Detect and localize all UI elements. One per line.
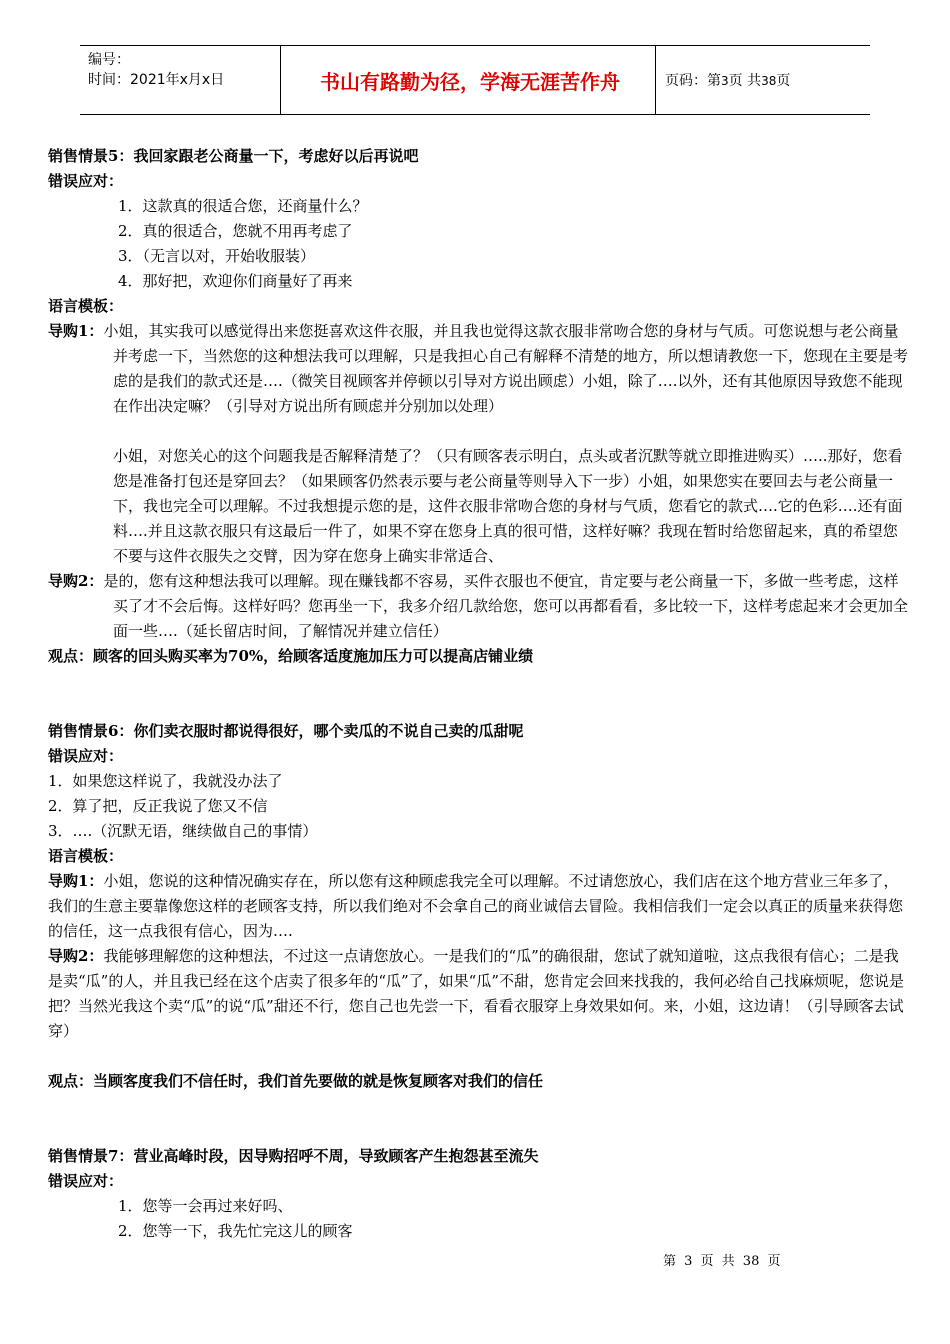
page-footer: 第 3 页 共 38 页: [663, 1254, 781, 1269]
header-page-indicator: [665, 70, 790, 90]
scenario-6-wrong-item: 3．….（沉默无语，继续做自己的事情）: [48, 822, 318, 840]
scenario-6-view: 观点：当顾客度我们不信任时，我们首先要做的就是恢复顾客对我们的信任: [48, 1072, 544, 1090]
scenario-6-wrong-item: 1．如果您这样说了，我就没办法了: [48, 772, 283, 790]
scenario-6-guide-1-label: 导购1：: [48, 872, 104, 890]
scenario-5-guide-1-continued: 小姐，对您关心的这个问题我是否解释清楚了？（只有顾客表示明白，点头或者沉默等就立即推进购买）…..那好，您看您是准备打包还是穿回去？（如果顾客仍然表示要与老公商量等则导入下一步）小姐，如果您实在要回去与老公商量一下，我也完全可以理解。不过我想提示您的是，这件衣服非常吻合您的身材与气质，您看它的款式….它的色彩….还有面料….并且这款衣服只有这最后一件了，如果不穿在您身上真的很可惜，这样好嘛？我现在暂时给您留起来，真的希望您不要与这件衣服失之交臂，因为穿在您身上确实非常适合、: [113, 447, 903, 565]
scenario-5-wrong-item: 1．这款真的很适合您，还商量什么？: [118, 197, 368, 215]
spacer: [48, 419, 910, 444]
header-page-mid: 页 共: [728, 73, 762, 89]
header-divider: [280, 46, 281, 114]
scenario-5-guide-1: [48, 319, 910, 419]
scenario-6-guide-2-label: 导购2：: [48, 947, 104, 965]
scenario-6-guide-1: [48, 869, 910, 944]
spacer: [48, 1094, 910, 1144]
scenario-6-guide-2: [48, 944, 910, 1044]
spacer: [48, 1044, 910, 1069]
header-page-suffix: 页: [776, 73, 791, 89]
scenario-5-wrong-label: 错误应对：: [48, 172, 124, 190]
document-body: [48, 144, 910, 1244]
scenario-6-wrong-label: 错误应对：: [48, 747, 124, 765]
scenario-5-view: 观点：顾客的回头购买率为70%，给顾客适度施加压力可以提高店铺业绩: [48, 647, 534, 665]
scenario-7-title: 销售情景7：营业高峰时段，因导购招呼不周，导致顾客产生抱怨甚至流失: [48, 1147, 539, 1165]
scenario-6-guide-1-text: 小姐，您说的这种情况确实存在，所以您有这种顾虑我完全可以理解。不过请您放心，我们店在这个地方营业三年多了，我们的生意主要靠像您这样的老顾客支持，所以我们绝对不会拿自己的商业诚信去冒险。我相信我们一定会以真正的质量来获得您的信任，这一点我很有信心，因为….: [48, 872, 904, 940]
scenario-6-template-label: 语言模板：: [48, 847, 124, 865]
scenario-5-guide-2-label: 导购2：: [48, 572, 104, 590]
header-info: [88, 50, 288, 90]
scenario-5-guide-2-text: 是的，您有这种想法我可以理解。现在赚钱都不容易，买件衣服也不便宜，肯定要与老公商量一下，多做一些考虑，这样买了才不会后悔。这样好吗？您再坐一下，我多介绍几款给您，您可以再都看看，多比较一下，这样考虑起来才会更加全面一些….（延长留店时间，了解情况并建立信任）: [103, 572, 909, 640]
scenario-7-wrong-item: 1．您等一会再过来好吗、: [118, 1197, 293, 1215]
header-motto: 书山有路勤为径，学海无涯苦作舟: [320, 70, 620, 94]
scenario-6-guide-2-text: 我能够理解您的这种想法，不过这一点请您放心。一是我们的“瓜”的确很甜，您试了就知道啦，这点我很有信心；二是我是卖“瓜”的人，并且我已经在这个店卖了很多年的“瓜”了，如果“瓜”不甜，您肯定会回来找我的，我何必给自己找麻烦呢，您说是把？当然光我这个卖“瓜”的说“瓜”甜还不行，您自己也先尝一下，看看衣服穿上身效果如何。来，小姐，这边请！（引导顾客去试穿）: [48, 947, 905, 1040]
scenario-5-wrong-item: 3．（无言以对，开始收服装）: [118, 247, 316, 265]
scenario-5-title: 销售情景5：我回家跟老公商量一下，考虑好以后再说吧: [48, 147, 419, 165]
scenario-5-guide-2: [48, 569, 910, 644]
scenario-7-wrong-label: 错误应对：: [48, 1172, 124, 1190]
header-divider: [655, 46, 656, 114]
scenario-5-guide-1-text: 小姐，其实我可以感觉得出来您挺喜欢这件衣服，并且我也觉得这款衣服非常吻合您的身材与气质。可您说想与老公商量并考虑一下，当然您的这种想法我可以理解，只是我担心自己有解释不清楚的地方，所以想请教您一下，您现在主要是考虑的是我们的款式还是….（微笑目视顾客并停顿以引导对方说出顾虑）小姐，除了….以外，还有其他原因导致您不能现在作出决定嘛？（引导对方说出所有顾虑并分别加以处理）: [103, 322, 909, 415]
header-number-label: 编号：: [88, 52, 130, 68]
document-header: [80, 45, 870, 115]
scenario-6-wrong-item: 2．算了把，反正我说了您又不信: [48, 797, 268, 815]
header-page-prefix: 页码：第: [665, 73, 721, 89]
scenario-7-wrong-item: 2．您等一下，我先忙完这儿的顾客: [118, 1222, 353, 1240]
scenario-5-template-label: 语言模板：: [48, 297, 124, 315]
scenario-5-wrong-item: 2．真的很适合，您就不用再考虑了: [118, 222, 353, 240]
header-page-total: 38: [761, 74, 777, 88]
header-time-label: 时间：2021年x月x日: [88, 72, 225, 88]
spacer: [48, 669, 910, 719]
header-page-current: 3: [721, 74, 729, 88]
scenario-6-title: 销售情景6：你们卖衣服时都说得很好，哪个卖瓜的不说自己卖的瓜甜呢: [48, 722, 524, 740]
scenario-5-wrong-item: 4．那好把，欢迎你们商量好了再来: [118, 272, 353, 290]
scenario-5-guide-1-label: 导购1：: [48, 322, 104, 340]
